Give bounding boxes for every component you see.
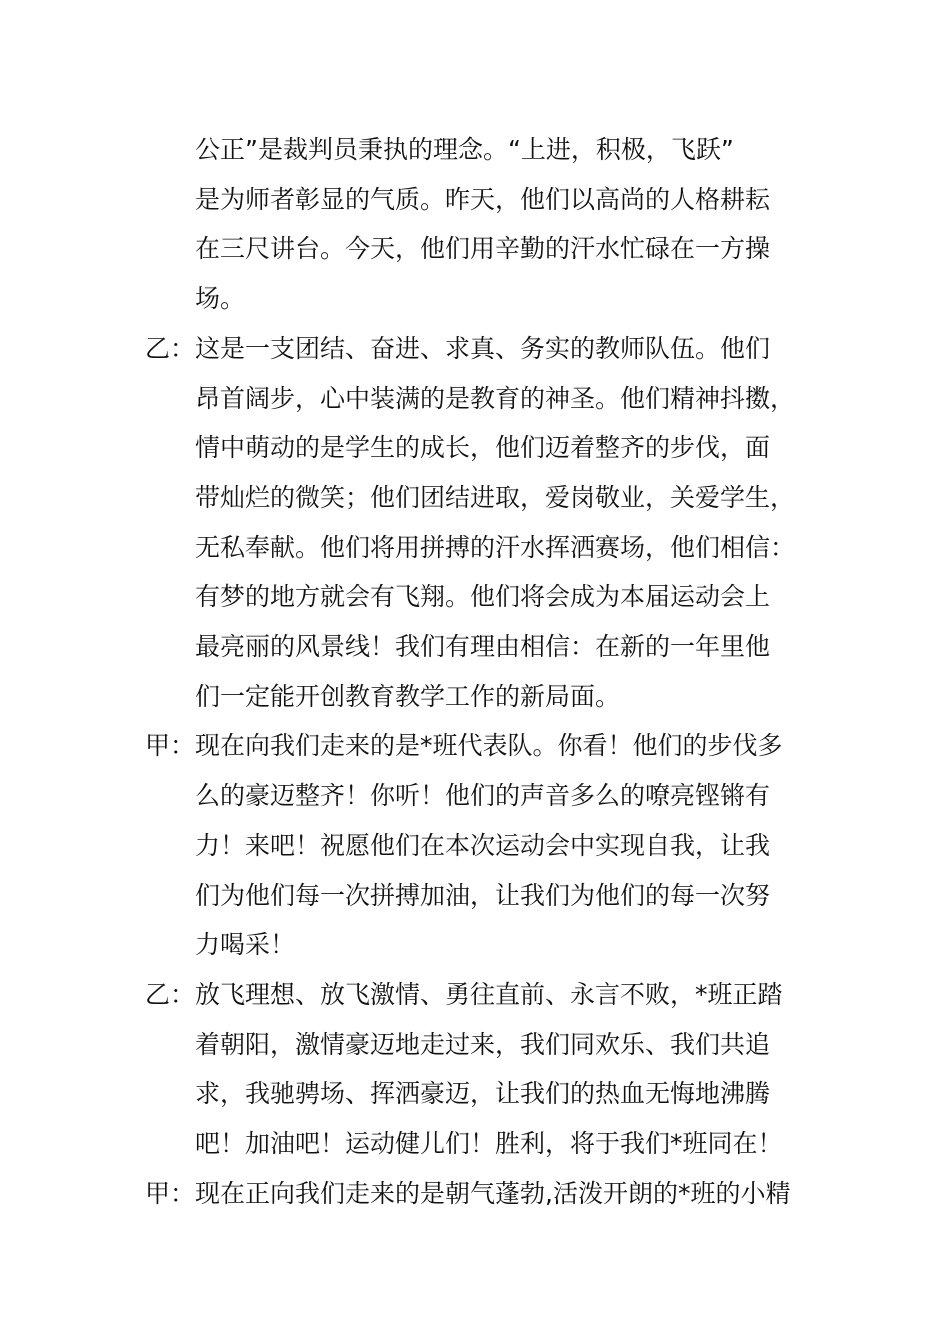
paragraph-text: 求，我驰骋场、挥洒豪迈，让我们的热血无悔地沸腾 [195, 1079, 771, 1109]
text-line [0, 423, 950, 473]
paragraph-text: 是为师者彰显的气质。昨天，他们以高尚的人格耕耘 [195, 184, 771, 214]
speaker-label: 乙： [145, 333, 196, 363]
text-line [0, 721, 950, 771]
text-line [0, 771, 950, 821]
paragraph-text: 们为他们每一次拼搏加油，让我们为他们的每一次努 [195, 880, 771, 910]
paragraph-text: 昂首阔步，心中装满的是教育的神圣。他们精神抖擞， [195, 383, 796, 413]
paragraph-text: 无私奉献。他们将用拼搏的汗水挥洒赛场，他们相信： [195, 532, 796, 562]
paragraph-text: 这是一支团结、奋进、求真、务实的教师队伍。他们 [195, 333, 771, 363]
paragraph-text: 带灿烂的微笑；他们团结进取，爱岗敬业，关爱学生， [195, 482, 796, 512]
paragraph-text: 公正”是裁判员秉执的理念。“上进，积极，飞跃” [195, 135, 734, 164]
text-line [0, 970, 950, 1020]
speaker-label: 乙： [145, 979, 196, 1009]
text-line [0, 125, 950, 175]
paragraph-text: 放飞理想、放飞激情、勇往直前、永言不败，*班正踏 [195, 979, 783, 1009]
text-line [0, 175, 950, 225]
paragraph-text: 现在向我们走来的是*班代表队。你看！他们的步伐多 [195, 731, 783, 761]
text-line [0, 1069, 950, 1119]
paragraph-text: 们一定能开创教育教学工作的新局面。 [195, 681, 621, 711]
text-line [0, 1020, 950, 1070]
text-line [0, 374, 950, 424]
text-line [0, 224, 950, 274]
paragraph-text: 力！来吧！祝愿他们在本次运动会中实现自我，让我 [195, 830, 771, 860]
paragraph-text: 情中萌动的是学生的成长，他们迈着整齐的步伐，面 [195, 433, 771, 463]
paragraph-text: 场。 [195, 284, 246, 314]
paragraph-text: 力喝采！ [195, 930, 296, 960]
paragraph-text: 最亮丽的风景线！我们有理由相信：在新的一年里他 [195, 632, 771, 661]
text-line [0, 920, 950, 970]
text-line [0, 821, 950, 871]
speaker-label: 甲： [145, 1178, 196, 1208]
text-line [0, 1169, 950, 1219]
text-line [0, 871, 950, 921]
paragraph-text: 么的豪迈整齐！你听！他们的声音多么的嘹亮铿锵有 [195, 781, 771, 811]
text-line [0, 274, 950, 324]
text-line [0, 572, 950, 622]
text-line [0, 672, 950, 722]
text-line [0, 324, 950, 374]
paragraph-text: 有梦的地方就会有飞翔。他们将会成为本届运动会上 [195, 582, 771, 612]
text-line [0, 1119, 950, 1169]
speaker-label: 甲： [145, 731, 196, 761]
text-line [0, 473, 950, 523]
paragraph-text: 着朝阳，激情豪迈地走过来，我们同欢乐、我们共追 [195, 1029, 771, 1059]
paragraph-text: 在三尺讲台。今天，他们用辛勤的汗水忙碌在一方操 [195, 234, 771, 264]
text-line [0, 622, 950, 672]
text-line [0, 523, 950, 573]
paragraph-text: 吧！加油吧！运动健儿们！胜利，将于我们*班同在！ [195, 1129, 783, 1158]
paragraph-text: 现在正向我们走来的是朝气蓬勃,活泼开朗的*班的小精 [195, 1178, 791, 1208]
